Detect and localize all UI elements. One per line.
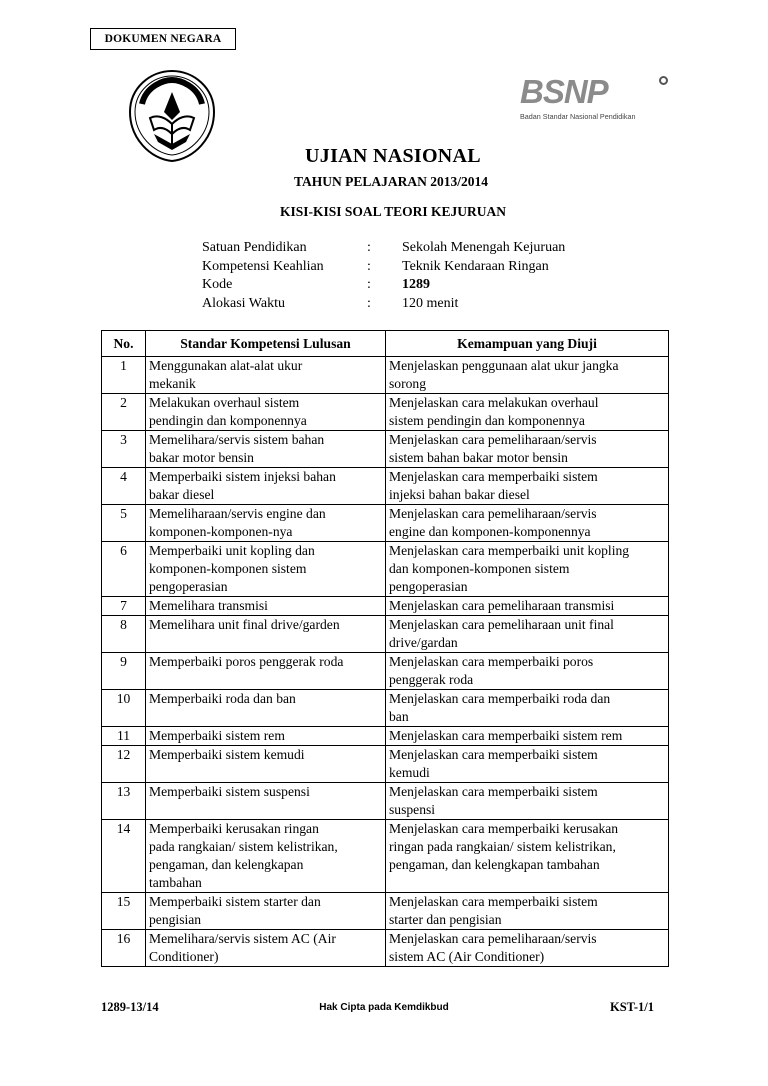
tested-ability-cell [386,542,669,597]
table-row [102,653,669,690]
info-label: Satuan Pendidikan [202,240,307,255]
cell-line: Menjelaskan cara memperbaiki sistem [389,469,598,484]
cell-line: Conditioner) [149,949,219,964]
cell-line: pengaman, dan kelengkapan tambahan [389,857,600,872]
cell-line: Menjelaskan cara memperbaiki sistem [389,894,598,909]
cell-line: Memperbaiki sistem kemudi [149,747,305,762]
info-colon: : [367,240,371,255]
tested-ability-cell [386,820,669,893]
competency-standard-cell [146,597,386,616]
cell-line: kemudi [389,765,430,780]
footer-document-code: 1289-13/14 [101,1000,159,1014]
column-header-competency-standard: Standar Kompetensi Lulusan [146,331,386,357]
cell-line: pengaman, dan kelengkapan [149,857,304,872]
cell-line: sistem pendingin dan komponennya [389,413,585,428]
info-value: 120 menit [402,295,459,311]
cell-line: dan komponen-komponen sistem [389,561,570,576]
cell-line: Memelihara/servis sistem AC (Air [149,931,336,946]
cell-line: injeksi bahan bakar diesel [389,487,530,502]
cell-line: Menjelaskan cara pemeliharaan/servis [389,432,597,447]
cell-line: pengoperasian [149,579,228,594]
exam-title: UJIAN NASIONAL [305,145,481,167]
tested-ability-cell [386,468,669,505]
cell-line: Memperbaiki kerusakan ringan [149,821,319,836]
column-header-no: No. [102,331,146,357]
tested-ability-cell [386,394,669,431]
table-row [102,431,669,468]
cell-line: Menjelaskan cara memperbaiki sistem [389,747,598,762]
competency-standard-cell [146,468,386,505]
cell-line: engine dan komponen-komponennya [389,524,591,539]
cell-line: Menjelaskan cara pemeliharaan transmisi [389,598,615,613]
cell-line: starter dan pengisian [389,912,502,927]
cell-line: komponen-komponen sistem [149,561,307,576]
row-number: 14 [102,820,146,893]
row-number: 15 [102,893,146,930]
cell-line: Menjelaskan cara memperbaiki poros [389,654,594,669]
info-value: 1289 [402,277,430,292]
bsnp-subtitle: Badan Standar Nasional Pendidikan [520,112,636,121]
competency-standard-cell [146,930,386,967]
cell-line: penggerak roda [389,672,474,687]
competency-standard-cell [146,893,386,930]
cell-line: Menjelaskan penggunaan alat ukur jangka [389,358,619,373]
row-number: 16 [102,930,146,967]
cell-line: Memelihara unit final drive/garden [149,617,340,632]
cell-line: Menjelaskan cara pemeliharaan/servis [389,506,597,521]
info-value: Teknik Kendaraan Ringan [402,258,549,274]
tested-ability-cell [386,653,669,690]
table-row [102,468,669,505]
cell-line: Menjelaskan cara memperbaiki sistem [389,784,598,799]
cell-line: Menjelaskan cara pemeliharaan unit final [389,617,614,632]
competency-standard-cell [146,394,386,431]
cell-line: bakar motor bensin [149,450,254,465]
cell-line: ban [389,709,409,724]
row-number: 5 [102,505,146,542]
cell-line: Memeliharaan/servis engine dan [149,506,326,521]
competency-standard-cell [146,542,386,597]
cell-line: Menjelaskan cara melakukan overhaul [389,395,599,410]
tested-ability-cell [386,783,669,820]
row-number: 10 [102,690,146,727]
cell-line: Menjelaskan cara pemeliharaan/servis [389,931,597,946]
cell-line: Memperbaiki sistem suspensi [149,784,310,799]
table-row [102,783,669,820]
cell-line: tambahan [149,875,202,890]
cell-line: ringan pada rangkaian/ sistem kelistrikan, [389,839,616,854]
document-subject: KISI-KISI SOAL TEORI KEJURUAN [280,204,506,219]
tested-ability-cell [386,357,669,394]
footer-copyright: Hak Cipta pada Kemdikbud [319,1002,449,1013]
competency-standard-cell [146,746,386,783]
table-row [102,616,669,653]
competency-standard-cell [146,616,386,653]
column-header-tested-ability: Kemampuan yang Diuji [386,331,669,357]
competency-grid-table [101,330,669,967]
info-value: Sekolah Menengah Kejuruan [402,240,566,255]
info-row [202,239,642,258]
cell-line: Memperbaiki sistem rem [149,728,285,743]
competency-standard-cell [146,505,386,542]
table-row [102,505,669,542]
row-number: 3 [102,431,146,468]
tested-ability-cell [386,616,669,653]
table-row [102,394,669,431]
info-colon: : [367,258,371,274]
table-row [102,597,669,616]
info-label: Alokasi Waktu [202,295,285,311]
row-number: 4 [102,468,146,505]
info-row [202,258,642,277]
table-row [102,930,669,967]
row-number: 1 [102,357,146,394]
cell-line: Menjelaskan cara memperbaiki unit kopling [389,543,630,558]
cell-line: pendingin dan komponennya [149,413,307,428]
exam-info-block [202,239,642,313]
cell-line: pada rangkaian/ sistem kelistrikan, [149,839,338,854]
table-row [102,727,669,746]
competency-standard-cell [146,431,386,468]
row-number: 8 [102,616,146,653]
competency-standard-cell [146,727,386,746]
table-row [102,542,669,597]
table-header-row [102,331,669,357]
cell-line: Memperbaiki roda dan ban [149,691,296,706]
cell-line: mekanik [149,376,196,391]
cell-line: sistem AC (Air Conditioner) [389,949,545,964]
cell-line: Memperbaiki unit kopling dan [149,543,315,558]
cell-line: Memperbaiki poros penggerak roda [149,654,344,669]
table-row [102,690,669,727]
cell-line: drive/gardan [389,635,458,650]
cell-line: komponen-komponen-nya [149,524,293,539]
cell-line: Menjelaskan cara memperbaiki kerusakan [389,821,619,836]
cell-line: Memelihara/servis sistem bahan [149,432,325,447]
info-row [202,295,642,314]
competency-standard-cell [146,690,386,727]
registered-mark-icon [659,76,668,85]
tested-ability-cell [386,727,669,746]
row-number: 2 [102,394,146,431]
info-colon: : [367,295,371,311]
cell-line: pengisian [149,912,202,927]
cell-line: Memperbaiki sistem injeksi bahan [149,469,336,484]
row-number: 11 [102,727,146,746]
cell-line: Menjelaskan cara memperbaiki roda dan [389,691,611,706]
tested-ability-cell [386,930,669,967]
cell-line: bakar diesel [149,487,215,502]
row-number: 9 [102,653,146,690]
table-body [102,357,669,967]
table-row [102,893,669,930]
cell-line: sistem bahan bakar motor bensin [389,450,568,465]
tested-ability-cell [386,690,669,727]
competency-standard-cell [146,783,386,820]
info-row [202,276,642,295]
table-row [102,746,669,783]
cell-line: Memelihara transmisi [149,598,268,613]
tested-ability-cell [386,746,669,783]
info-colon: : [367,277,371,292]
info-label: Kode [202,277,233,292]
cell-line: Memperbaiki sistem starter dan [149,894,321,909]
competency-standard-cell [146,820,386,893]
bsnp-wordmark: BSNP [520,73,608,110]
cell-line: Menjelaskan cara memperbaiki sistem rem [389,728,623,743]
cell-line: sorong [389,376,427,391]
cell-line: Menggunakan alat-alat ukur [149,358,303,373]
footer-page-number: KST-1/1 [610,1000,655,1014]
tested-ability-cell [386,597,669,616]
tested-ability-cell [386,505,669,542]
cell-line: suspensi [389,802,436,817]
document-classification-stamp: DOKUMEN NEGARA [90,28,236,50]
tested-ability-cell [386,893,669,930]
table-row [102,820,669,893]
info-label: Kompetensi Keahlian [202,258,324,274]
row-number: 12 [102,746,146,783]
cell-line: Melakukan overhaul sistem [149,395,300,410]
row-number: 13 [102,783,146,820]
table-row [102,357,669,394]
bsnp-logo [520,74,670,130]
competency-standard-cell [146,357,386,394]
cell-line: pengoperasian [389,579,468,594]
academic-year: TAHUN PELAJARAN 2013/2014 [293,174,488,189]
row-number: 7 [102,597,146,616]
competency-standard-cell [146,653,386,690]
row-number: 6 [102,542,146,597]
tested-ability-cell [386,431,669,468]
